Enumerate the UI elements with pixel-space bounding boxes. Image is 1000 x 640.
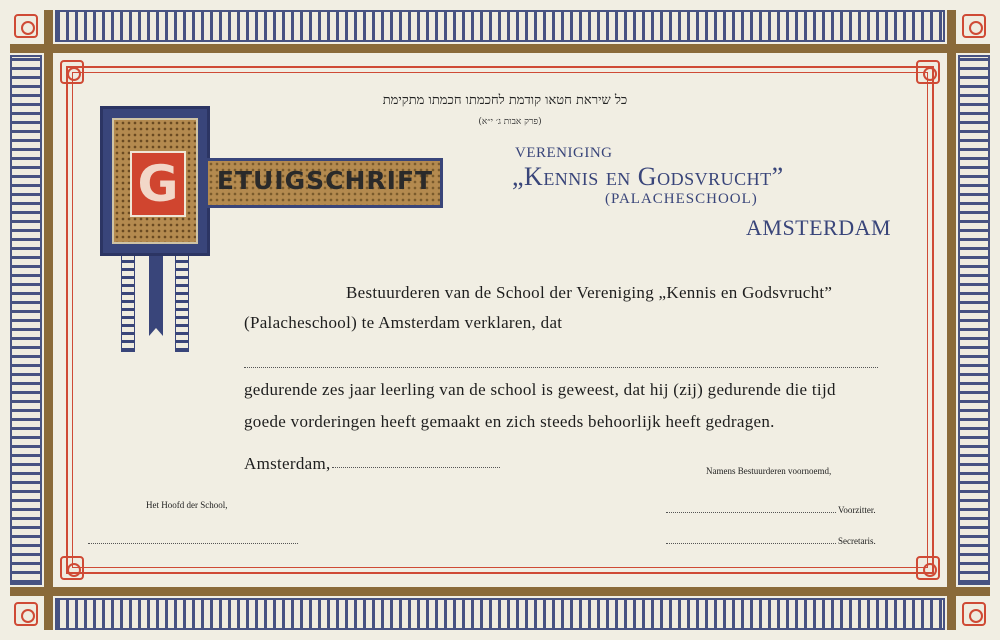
body-line-4: goede vorderingen heeft gemaakt en zich steeds behoorlijk heeft gedragen. [244, 412, 775, 431]
border-top-blue [55, 10, 945, 42]
border-right-gold [947, 10, 956, 630]
voorzitter-label: Voorzitter. [838, 505, 876, 515]
corner-ornament-top-left [14, 14, 38, 38]
hebrew-source: (פרק אבות ג׳ י״א) [478, 117, 542, 127]
body-line-1: Bestuurderen van de School der Vereniging „Kennis en Godsvrucht” [346, 283, 833, 302]
border-bottom-blue [55, 598, 945, 630]
secretaris-label: Secretaris. [838, 536, 876, 546]
city-name: AMSTERDAM [746, 215, 892, 240]
secretaris-line [666, 543, 836, 544]
date-line [332, 467, 500, 468]
body-line-2: (Palacheschool) te Amsterdam verklaren, dat [244, 313, 563, 332]
hebrew-quote: כל שיראת חטאו קודמת לחכמתו חכמתו מתקימת [382, 93, 628, 108]
ornament-pillar-right [175, 252, 189, 352]
border-top-gold [10, 44, 990, 53]
body-line-3: gedurende zes jaar leerling van de school is geweest, dat hij (zij) gedurende die tijd [244, 380, 836, 399]
ribbon-ornament [149, 254, 163, 328]
title-emblem [100, 106, 210, 256]
border-right-blue [958, 55, 990, 585]
title-initial: G [130, 151, 186, 217]
place-label: Amsterdam, [244, 454, 331, 473]
certificate-title: ETUIGSCHRIFT [216, 166, 434, 195]
border-left-blue [10, 55, 42, 585]
vereniging-label: VERENIGING [515, 145, 613, 161]
hoofd-der-school: Het Hoofd der School, [146, 500, 228, 510]
student-name-line [244, 367, 878, 368]
hoofd-signature-line [88, 543, 298, 544]
border-left-gold [44, 10, 53, 630]
organization-subtitle: (PALACHESCHOOL) [605, 191, 758, 207]
corner-ornament-bottom-left [14, 602, 38, 626]
voorzitter-line [666, 512, 836, 513]
border-bottom-gold [10, 587, 990, 596]
namens-bestuurderen: Namens Bestuurderen voornoemd, [706, 466, 832, 476]
corner-ornament-top-right [962, 14, 986, 38]
ornament-pillar-left [121, 252, 135, 352]
corner-ornament-bottom-right [962, 602, 986, 626]
organization-name: „Kennis en Godsvrucht” [512, 162, 784, 191]
